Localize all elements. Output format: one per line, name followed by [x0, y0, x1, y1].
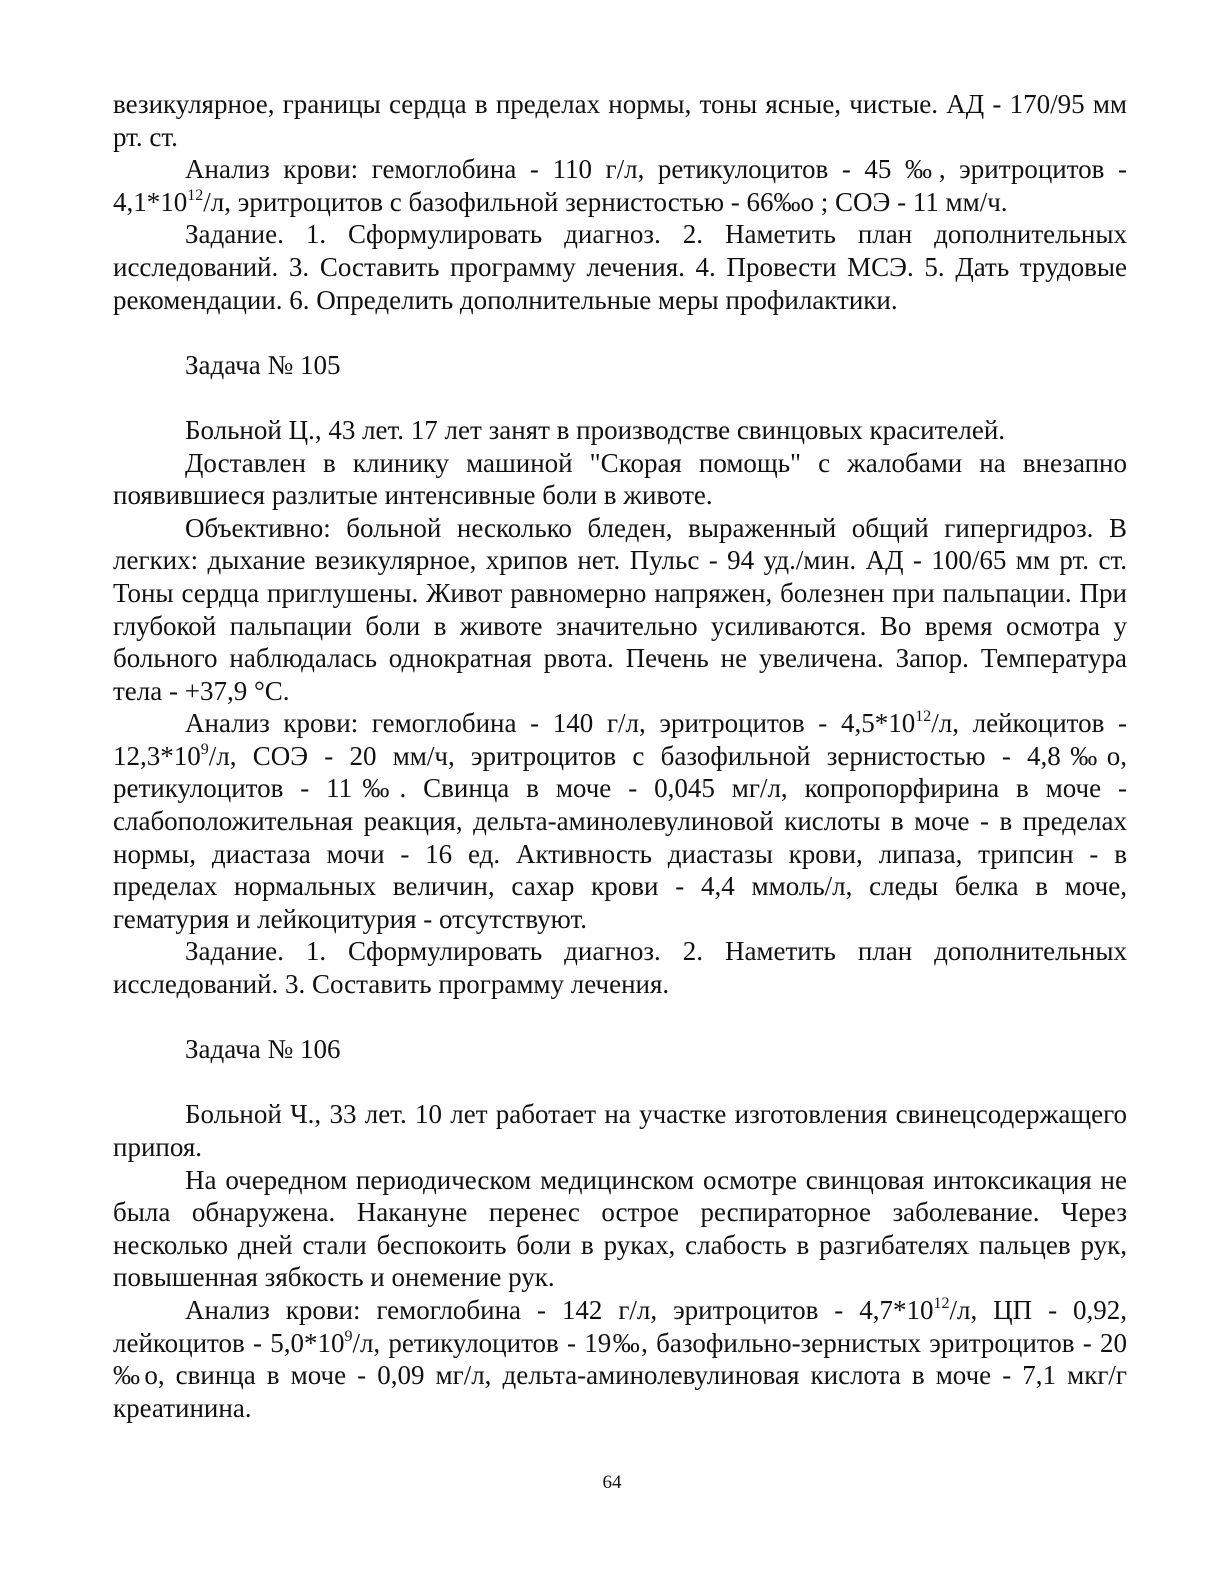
text-run: Анализ крови: гемоглобина - 110 г/л, ретикулоцитов - 45 ‰, эритроцитов - 4,1*10	[113, 154, 1127, 217]
spacer	[113, 1001, 1127, 1034]
superscript: 9	[344, 1327, 353, 1345]
spacer	[113, 381, 1127, 414]
text-run: /л, ЦП - 0,92, лейкоцитов - 5,0*10	[113, 1294, 1127, 1358]
task-105-complaints: Доставлен в клинику машиной "Скорая помощь" с жалобами на внезапно появившиеся разлитые интенсивные боли в животе.	[113, 447, 1127, 511]
text-run: Анализ крови: гемоглобина - 140 г/л, эритроцитов - 4,5*10	[185, 708, 916, 739]
text-run: /л, ретикулоцитов - 19‰, базофильно-зернистых эритроцитов - 20 ‰о, свинца в моче - 0,09 мг/л, дельта-аминолевулиновая кислота в моче - 7,1 мкг/г креатинина.	[113, 1327, 1127, 1423]
task-106-patient: Больной Ч., 33 лет. 10 лет работает на участке изготовления свинецсодержащего припоя.	[113, 1099, 1127, 1162]
superscript: 9	[200, 740, 209, 758]
document-page	[113, 88, 1127, 1424]
spacer	[113, 1066, 1127, 1099]
task-105-blood-analysis	[113, 707, 1127, 935]
text-run: /л, СОЭ - 20 мм/ч, эритроцитов с базофильной зернистостью - 4,8‰о, ретикулоцитов - 11‰. Свинца в моче - 0,045 мг/л, копропорфирина в моче - слабоположительная реакция, дельта-аминолевулиновой кислоты в моче - в пределах нормы, диастаза мочи - 16 ед. Активность диастазы крови, липаза, трипсин - в пределах нормальных величин, сахар крови - 4,4 ммоль/л, следы белка в моче, гематурия и лейкоцитурия - отсутствуют.	[113, 740, 1127, 934]
text-run: /л, эритроцитов с базофильной зернистостью - 66‰о ; СОЭ - 11 мм/ч.	[203, 186, 1008, 217]
text-run: /л, лейкоцитов - 12,3*10	[113, 708, 1127, 771]
task-106-heading: Задача № 106	[185, 1034, 341, 1065]
superscript: 12	[933, 1294, 950, 1312]
superscript: 12	[915, 708, 932, 726]
task-105-patient: Больной Ц., 43 лет. 17 лет занят в производстве свинцовых красителей.	[185, 414, 1006, 445]
spacer	[113, 316, 1127, 349]
text-run: Анализ крови: гемоглобина - 142 г/л, эритроцитов - 4,7*10	[185, 1294, 934, 1325]
intro-paragraph: везикулярное, границы сердца в пределах нормы, тоны ясные, чистые. АД - 170/95 мм рт. ст.	[113, 89, 1127, 152]
intro-task: Задание. 1. Сформулировать диагноз. 2. Наметить план дополнительных исследований. 3. Составить программу лечения. 4. Провести МСЭ. 5. Дать трудовые рекомендации. 6. Определить дополнительные меры профилактики.	[113, 219, 1127, 315]
task-106-history: На очередном периодическом медицинском осмотре свинцовая интоксикация не была обнаружена. Накануне перенес острое респираторное заболевание. Через несколько дней стали беспокоить боли в руках, слабость в разгибателях пальцев рук, повышенная зябкость и онемение рук.	[113, 1164, 1127, 1293]
task-105-objective: Объективно: больной несколько бледен, выраженный общий гипергидроз. В легких: дыхание везикулярное, хрипов нет. Пульс - 94 уд./мин. АД - 100/65 мм рт. ст. Тоны сердца приглушены. Живот равномерно напряжен, болезнен при пальпации. При глубокой пальпации боли в животе значительно усиливаются. Во время осмотра у больного наблюдалась однократная рвота. Печень не увеличена. Запор. Температура тела - +37,9 °С.	[113, 512, 1127, 706]
task-105-heading: Задача № 105	[185, 349, 341, 380]
task-106-blood-analysis	[113, 1294, 1127, 1424]
page-number: 64	[602, 1472, 622, 1493]
task-105-assignment: Задание. 1. Сформулировать диагноз. 2. Наметить план дополнительных исследований. 3. Составить программу лечения.	[113, 936, 1127, 1000]
superscript: 12	[187, 186, 204, 204]
intro-blood-analysis	[113, 153, 1127, 218]
